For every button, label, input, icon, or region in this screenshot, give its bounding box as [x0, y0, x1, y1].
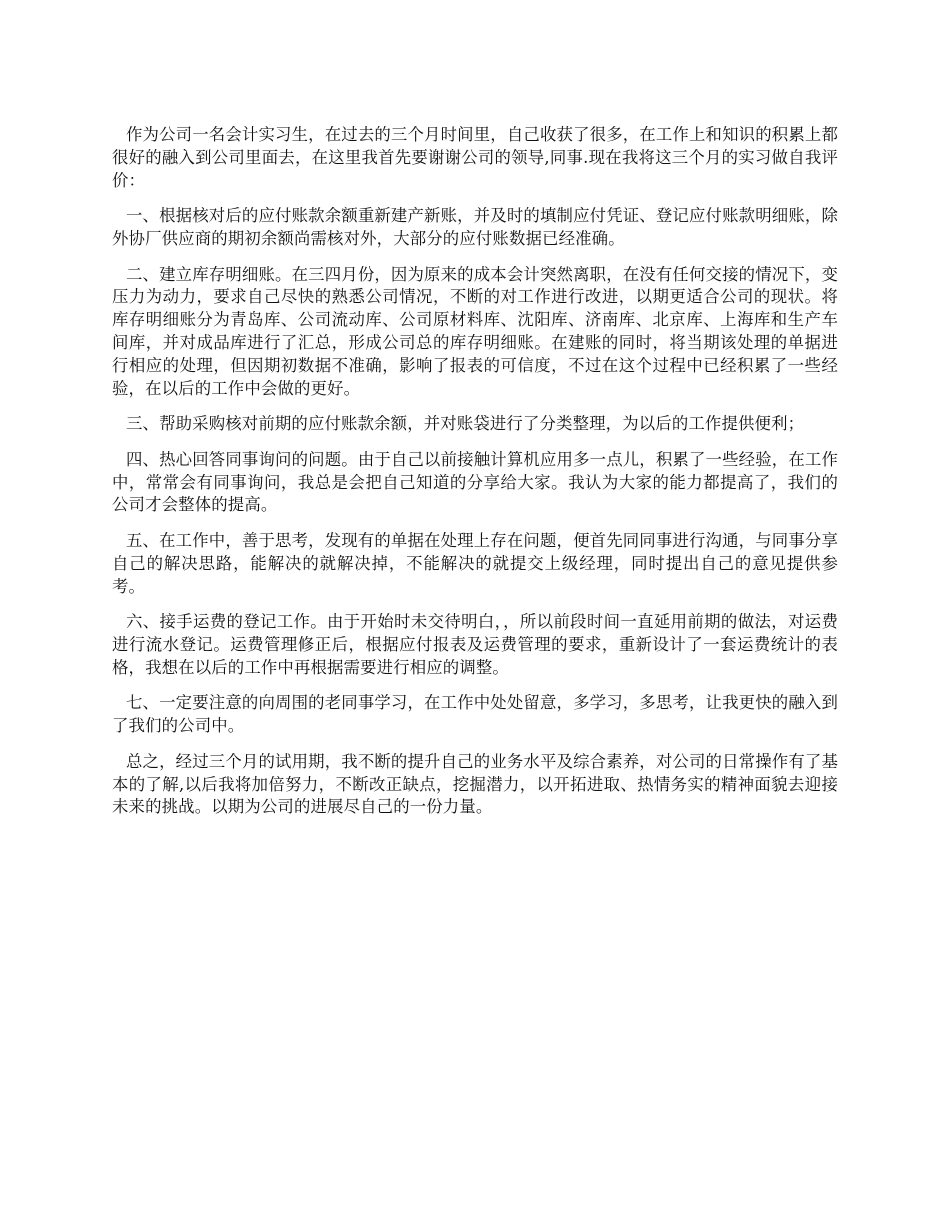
paragraph-item-6: 六、接手运费的登记工作。由于开始时未交待明白，，所以前段时间一直延用前期的做法，对运费进行流水登记。运费管理修正后，根据应付报表及运费管理的要求，重新设计了一套运费统计的表格，我想在以后的工作中再根据需要进行相应的调整。	[112, 612, 838, 677]
paragraph-item-1: 一、根据核对后的应付账款余额重新建产新账，并及时的填制应付凭证、登记应付账款明细账，除外协厂供应商的期初余额尚需核对外，大部分的应付账数据已经准确。	[112, 206, 838, 248]
paragraph-intro: 作为公司一名会计实习生，在过去的三个月时间里，自己收获了很多，在工作上和知识的积累上都很好的融入到公司里面去，在这里我首先要谢谢公司的领导,同事.现在我将这三个月的实习做自我评价：	[112, 125, 838, 190]
paragraph-conclusion: 总之，经过三个月的试用期，我不断的提升自己的业务水平及综合素养，对公司的日常操作有了基本的了解,以后我将加倍努力，不断改正缺点，挖掘潜力，以开拓进取、热情务实的精神面貌去迎接未来的挑战。以期为公司的进展尽自己的一份力量。	[112, 751, 838, 817]
paragraph-item-3: 三、帮助采购核对前期的应付账款余额，并对账袋进行了分类整理，为以后的工作提供便利；	[126, 414, 805, 434]
paragraph-item-5: 五、在工作中，善于思考，发现有的单据在处理上存在问题，便首先同同事进行沟通，与同事分享自己的解决思路，能解决的就解决掉，不能解决的就提交上级经理，同时提出自己的意见提供参考。	[112, 530, 838, 596]
paragraph-item-2: 二、建立库存明细账。在三四月份，因为原来的成本会计突然离职，在没有任何交接的情况下，变压力为动力，要求自己尽快的熟悉公司情况，不断的对工作进行改进，以期更适合公司的现状。将库存明细账分为青岛库、公司流动库、公司原材料库、沈阳库、济南库、北京库、上海库和生产车间库，并对成品库进行了汇总，形成公司总的库存明细账。在建账的同时，将当期该处理的单据进行相应的处理，但因期初数据不准确，影响了报表的可信度，不过在这个过程中已经积累了一些经验，在以后的工作中会做的更好。	[112, 264, 838, 398]
document-body	[112, 124, 838, 832]
paragraph-item-4: 四、热心回答同事询问的问题。由于自己以前接触计算机应用多一点儿，积累了一些经验，在工作中，常常会有同事询问，我总是会把自己知道的分享给大家。我认为大家的能力都提高了，我们的公司才会整体的提高。	[112, 449, 838, 515]
paragraph-item-7: 七、一定要注意的向周围的老同事学习，在工作中处处留意，多学习，多思考，让我更快的融入到了我们的公司中。	[112, 693, 838, 736]
